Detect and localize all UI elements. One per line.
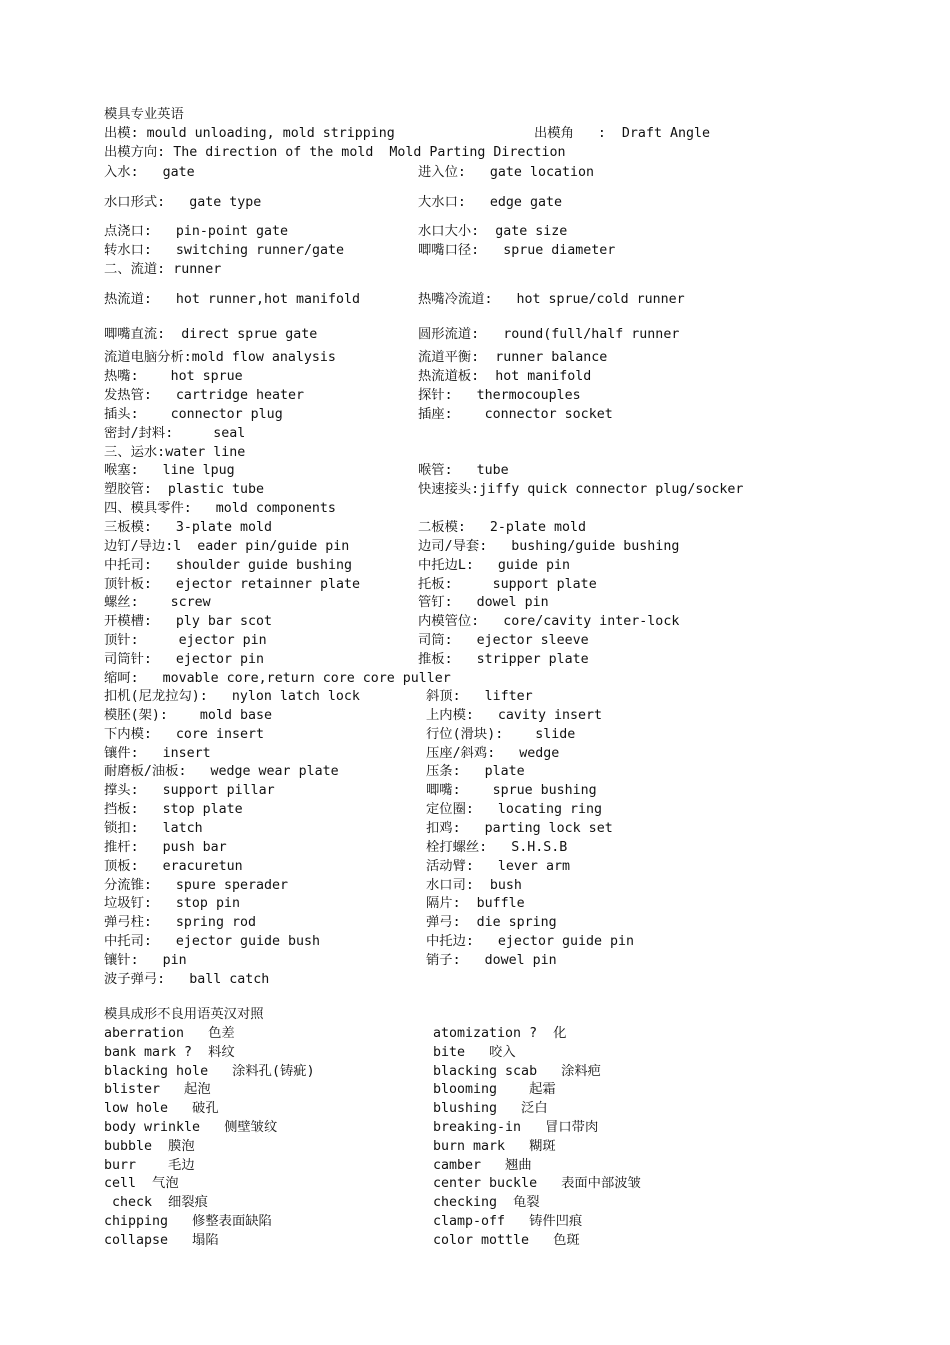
term-right: 活动臂: lever arm bbox=[426, 858, 570, 874]
term-left: 二、流道: runner bbox=[104, 262, 222, 277]
term-left: 垃圾钉: stop pin bbox=[104, 896, 240, 912]
term-right: atomization ? 化 bbox=[433, 1026, 567, 1041]
term-left: 司筒针: ejector pin bbox=[104, 652, 264, 667]
term-left: 锁扣: latch bbox=[104, 820, 203, 836]
glossary-row bbox=[0, 1156, 950, 1175]
term-left: 插头: connector plug bbox=[104, 407, 283, 422]
term-right: 销子: dowel pin bbox=[426, 952, 557, 968]
term-row bbox=[0, 405, 950, 424]
term-right: 中托边L: guide pin bbox=[418, 558, 570, 573]
term-right: 扣鸡: parting lock set bbox=[426, 820, 613, 836]
term-row bbox=[0, 669, 950, 688]
term-left: 点浇口: pin-point gate bbox=[104, 224, 288, 239]
term-row bbox=[0, 222, 950, 241]
term-row bbox=[0, 951, 950, 970]
term-row bbox=[0, 876, 950, 895]
glossary-row bbox=[0, 1024, 950, 1043]
term-row bbox=[0, 367, 950, 386]
term-left: 水口形式: gate type bbox=[104, 195, 262, 210]
term-left: collapse 塌陷 bbox=[104, 1232, 219, 1248]
term-row bbox=[0, 163, 950, 182]
term-row bbox=[0, 537, 950, 556]
term-left: 三板模: 3-plate mold bbox=[104, 520, 272, 535]
term-left: check 细裂痕 bbox=[104, 1195, 208, 1211]
term-left: cell 气泡 bbox=[104, 1176, 179, 1192]
term-row bbox=[0, 260, 950, 279]
term-right: 推板: stripper plate bbox=[418, 652, 589, 667]
term-row bbox=[0, 819, 950, 838]
term-left: bank mark ? 料纹 bbox=[104, 1044, 235, 1060]
term-row bbox=[0, 325, 950, 344]
term-left: blister 起泡 bbox=[104, 1082, 211, 1098]
term-row bbox=[0, 800, 950, 819]
term-row bbox=[0, 443, 950, 462]
term-row bbox=[0, 593, 950, 612]
term-left: 镶件: insert bbox=[104, 745, 211, 761]
term-row bbox=[0, 241, 950, 260]
glossary-row bbox=[0, 1062, 950, 1081]
term-right: 压座/斜鸡: wedge bbox=[426, 745, 560, 761]
glossary-row bbox=[0, 1080, 950, 1099]
term-right: 栓打螺丝: S.H.S.B bbox=[426, 839, 568, 855]
term-left: low hole 破孔 bbox=[104, 1101, 219, 1117]
term-left: 热嘴: hot sprue bbox=[104, 369, 243, 384]
term-left: 密封/封料: seal bbox=[104, 426, 246, 441]
term-left: body wrinkle 侧壁皱纹 bbox=[104, 1120, 278, 1135]
glossary-row bbox=[0, 1043, 950, 1062]
glossary-row bbox=[0, 1137, 950, 1156]
term-row bbox=[0, 781, 950, 800]
term-right: 内模管位: core/cavity inter-lock bbox=[418, 614, 680, 629]
term-right: 隔片: buffle bbox=[426, 896, 525, 912]
term-left: 中托司: shoulder guide bushing bbox=[104, 558, 353, 573]
glossary-row bbox=[0, 1118, 950, 1137]
term-right: 管钉: dowel pin bbox=[418, 595, 549, 610]
term-right: blushing 泛白 bbox=[433, 1101, 548, 1117]
term-right: 边司/导套: bushing/guide bushing bbox=[418, 539, 680, 554]
term-right: 唧嘴: sprue bushing bbox=[426, 783, 597, 799]
term-row bbox=[0, 744, 950, 763]
term-row bbox=[0, 913, 950, 932]
term-right: 快速接头:jiffy quick connector plug/socker bbox=[418, 482, 744, 497]
term-right: checking 龟裂 bbox=[433, 1195, 540, 1211]
term-right: 水口大小: gate size bbox=[418, 224, 568, 239]
term-right: clamp-off 铸件凹痕 bbox=[433, 1214, 583, 1229]
term-right: 压条: plate bbox=[426, 764, 525, 780]
term-right: burn mark 糊斑 bbox=[433, 1138, 556, 1154]
term-right: 热嘴冷流道: hot sprue/cold runner bbox=[418, 292, 685, 307]
term-right: 上内模: cavity insert bbox=[426, 707, 602, 723]
glossary-row bbox=[0, 1099, 950, 1118]
term-right: 托板: support plate bbox=[418, 577, 597, 592]
term-right: 大水口: edge gate bbox=[418, 195, 562, 210]
term-row bbox=[0, 894, 950, 913]
term-row bbox=[0, 762, 950, 781]
term-right: blacking scab 涂料疤 bbox=[433, 1063, 601, 1079]
term-row bbox=[0, 556, 950, 575]
term-right: 司筒: ejector sleeve bbox=[418, 633, 589, 648]
term-row bbox=[0, 650, 950, 669]
term-left: blacking hole 涂料孔(铸疵) bbox=[104, 1063, 315, 1079]
term-right: center buckle 表面中部波皱 bbox=[433, 1176, 641, 1192]
term-right: 行位(滑块): slide bbox=[426, 726, 576, 742]
term-right: bite 咬入 bbox=[433, 1044, 516, 1060]
term-left: aberration 色差 bbox=[104, 1026, 235, 1041]
term-row bbox=[0, 518, 950, 537]
term-left: 中托司: ejector guide bush bbox=[104, 934, 321, 950]
term-row bbox=[0, 386, 950, 405]
term-left: 下内模: core insert bbox=[104, 726, 264, 742]
term-left: 唧嘴直流: direct sprue gate bbox=[104, 327, 318, 342]
term-left: 出模方向: The direction of the mold Mold Parting Direction bbox=[104, 145, 566, 160]
term-right: 定位圈: locating ring bbox=[426, 802, 602, 818]
term-right: breaking-in 冒口带肉 bbox=[433, 1120, 599, 1135]
section-title-text: 模具成形不良用语英汉对照 bbox=[104, 1007, 264, 1022]
term-left: bubble 膜泡 bbox=[104, 1138, 195, 1154]
term-left: 三、运水:water line bbox=[104, 445, 246, 460]
term-right: 插座: connector socket bbox=[418, 407, 613, 422]
term-right: 水口司: bush bbox=[426, 877, 522, 893]
term-left: 发热管: cartridge heater bbox=[104, 388, 304, 403]
term-right: 斜顶: lifter bbox=[426, 689, 533, 704]
term-left: 弹弓柱: spring rod bbox=[104, 915, 256, 931]
term-row bbox=[0, 290, 950, 309]
term-left: 挡板: stop plate bbox=[104, 802, 243, 818]
term-right: 二板模: 2-plate mold bbox=[418, 520, 586, 535]
term-right: 弹弓: die spring bbox=[426, 915, 557, 931]
document-title: 模具专业英语 bbox=[104, 107, 184, 122]
term-left: 入水: gate bbox=[104, 165, 195, 180]
term-left: burr 毛边 bbox=[104, 1157, 195, 1173]
glossary-row bbox=[0, 1193, 950, 1212]
term-left: 流道电脑分析:mold flow analysis bbox=[104, 350, 336, 365]
intro-line bbox=[0, 124, 950, 143]
term-left: 缩呵: movable core,return core core puller bbox=[104, 671, 451, 686]
term-row bbox=[0, 461, 950, 480]
glossary-row bbox=[0, 1231, 950, 1250]
term-row bbox=[0, 725, 950, 744]
term-right: 进入位: gate location bbox=[418, 165, 594, 180]
term-left: 扣机(尼龙拉勾): nylon latch lock bbox=[104, 689, 360, 704]
term-row bbox=[0, 706, 950, 725]
term-right: blooming 起霜 bbox=[433, 1082, 556, 1098]
section-title bbox=[0, 1005, 950, 1024]
term-right: 中托边: ejector guide pin bbox=[426, 934, 635, 950]
term-row bbox=[0, 687, 950, 706]
term-left: 转水口: switching runner/gate bbox=[104, 243, 345, 258]
term-right: camber 翘曲 bbox=[433, 1157, 532, 1173]
term-left: 喉塞: line lpug bbox=[104, 463, 235, 478]
glossary-row bbox=[0, 1212, 950, 1231]
term-left: 镶针: pin bbox=[104, 952, 187, 968]
term-left: 开模槽: ply bar scot bbox=[104, 614, 272, 629]
term-row bbox=[0, 348, 950, 367]
term-left: 推杆: push bar bbox=[104, 839, 227, 855]
term-left: 顶针板: ejector retainner plate bbox=[104, 577, 361, 592]
term-left: 顶针: ejector pin bbox=[104, 633, 267, 648]
intro-line bbox=[0, 143, 950, 162]
term-left: 四、模具零件: mold components bbox=[104, 501, 336, 516]
term-row bbox=[0, 932, 950, 951]
term-row bbox=[0, 631, 950, 650]
term-right: 圆形流道: round(full/half runner bbox=[418, 327, 680, 342]
term-right: color mottle 色斑 bbox=[433, 1232, 580, 1248]
term-right: 喉管: tube bbox=[418, 463, 509, 478]
term-row bbox=[0, 193, 950, 212]
term-right: 流道平衡: runner balance bbox=[418, 350, 608, 365]
term-left: 耐磨板/油板: wedge wear plate bbox=[104, 764, 339, 780]
term-right: 探针: thermocouples bbox=[418, 388, 581, 403]
term-left: 顶板: eracuretun bbox=[104, 858, 243, 874]
term-row bbox=[0, 480, 950, 499]
glossary-row bbox=[0, 1174, 950, 1193]
term-row bbox=[0, 970, 950, 989]
term-row bbox=[0, 857, 950, 876]
term-left: chipping 修整表面缺陷 bbox=[104, 1214, 272, 1229]
term-left: 分流锥: spure sperader bbox=[104, 877, 288, 893]
term-row bbox=[0, 424, 950, 443]
term-right: 出模角 : Draft Angle bbox=[534, 126, 710, 141]
term-row bbox=[0, 575, 950, 594]
term-left: 塑胶管: plastic tube bbox=[104, 482, 264, 497]
term-right: 热流道板: hot manifold bbox=[418, 369, 592, 384]
term-left: 边钉/导边:l eader pin/guide pin bbox=[104, 539, 350, 554]
term-row bbox=[0, 612, 950, 631]
term-right: 唧嘴口径: sprue diameter bbox=[418, 243, 616, 258]
term-left: 波子弹弓: ball catch bbox=[104, 971, 270, 987]
term-row bbox=[0, 838, 950, 857]
term-left: 螺丝: screw bbox=[104, 595, 211, 610]
term-left: 模胚(架): mold base bbox=[104, 707, 272, 723]
term-left: 热流道: hot runner,hot manifold bbox=[104, 292, 361, 307]
term-left: 出模: mould unloading, mold stripping bbox=[104, 126, 395, 141]
term-row bbox=[0, 499, 950, 518]
term-left: 撑头: support pillar bbox=[104, 783, 275, 799]
